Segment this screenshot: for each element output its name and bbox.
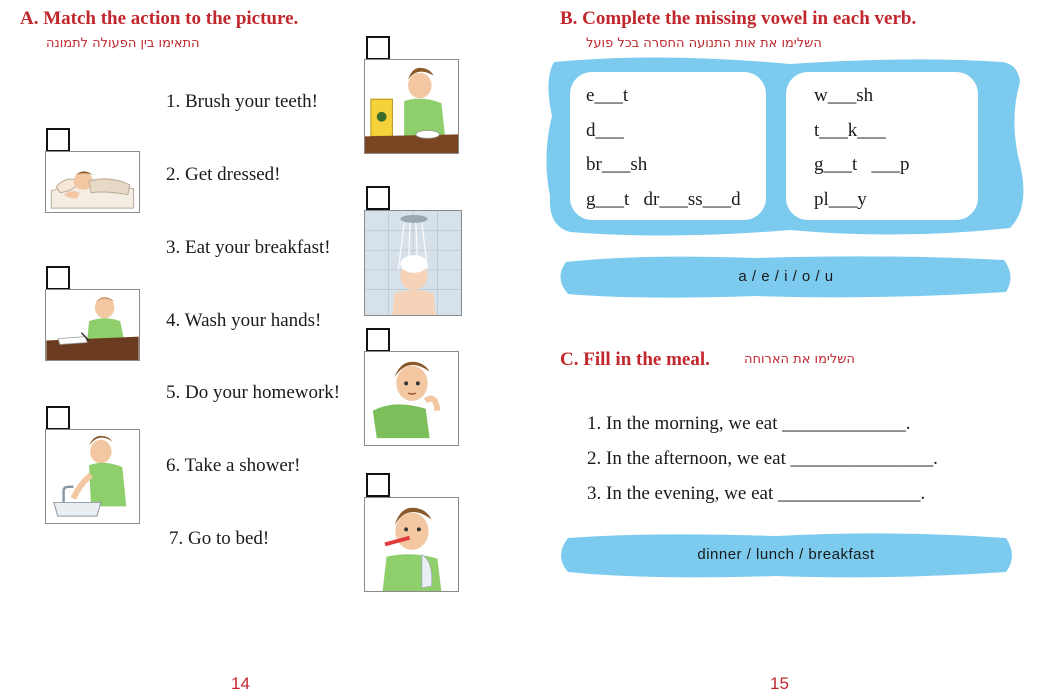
section-b-title: B. Complete the missing vowel in each verb. [560,8,917,29]
picture-boy-getting-dressed [364,351,459,446]
vowel-word-left-3: br___sh [586,154,648,175]
picture-boy-washing-hands [45,429,140,524]
meal-line-1: 1. In the morning, we eat _____________. [587,413,911,434]
action-item-3: 3. Eat your breakfast! [166,237,331,258]
answer-checkbox-washing[interactable] [46,406,70,430]
shower-boy-illustration [365,211,461,315]
picture-boy-breakfast [364,59,459,154]
answer-checkbox-teeth[interactable] [366,473,390,497]
action-item-4: 4. Wash your hands! [166,310,322,331]
vowel-word-left-4: g___t dr___ss___d [586,189,741,210]
vowel-word-right-3: g___t ___p [814,154,910,175]
vowel-word-left-1: e___t [586,85,629,106]
answer-checkbox-homework[interactable] [46,266,70,290]
getting-dressed-illustration [365,352,458,445]
page-number-left: 14 [231,674,250,693]
picture-boy-homework [45,289,140,361]
section-a-title: A. Match the action to the picture. [20,8,299,29]
section-c-title: C. Fill in the meal. [560,349,710,370]
action-item-1: 1. Brush your teeth! [166,91,318,112]
action-item-6: 6. Take a shower! [166,455,301,476]
meal-line-2: 2. In the afternoon, we eat _______________. [587,448,938,469]
sleeping-boy-illustration [46,152,139,212]
picture-boy-sleeping [45,151,140,213]
picture-boy-shower [364,210,462,316]
section-b-hebrew: השלימו את אות התנועה החסרה בכל פועל [586,36,822,51]
vowel-bank: a / e / i / o / u [738,268,834,285]
breakfast-boy-illustration [365,60,458,153]
answer-checkbox-shower[interactable] [366,186,390,210]
vowel-word-right-4: pl___y [814,189,867,210]
action-item-7: 7. Go to bed! [169,528,270,549]
page-number-right: 15 [770,674,789,693]
section-c-hebrew: השלימו את הארוחה [744,352,855,367]
vowel-word-left-2: d___ [586,120,624,141]
washing-hands-illustration [46,430,139,523]
meal-line-3: 3. In the evening, we eat _______________. [587,483,926,504]
answer-checkbox-sleeping[interactable] [46,128,70,152]
vowel-word-right-2: t___k___ [814,120,886,141]
action-item-2: 2. Get dressed! [166,164,281,185]
homework-boy-illustration [46,290,139,360]
action-item-5: 5. Do your homework! [166,382,341,403]
picture-boy-brushing-teeth [364,497,459,592]
brushing-teeth-illustration [365,498,458,591]
answer-checkbox-dressed[interactable] [366,328,390,352]
meal-bank: dinner / lunch / breakfast [697,546,875,563]
section-a-hebrew: התאימו בין הפעולה לתמונה [46,36,200,51]
vowel-word-right-1: w___sh [814,85,874,106]
answer-checkbox-breakfast[interactable] [366,36,390,60]
